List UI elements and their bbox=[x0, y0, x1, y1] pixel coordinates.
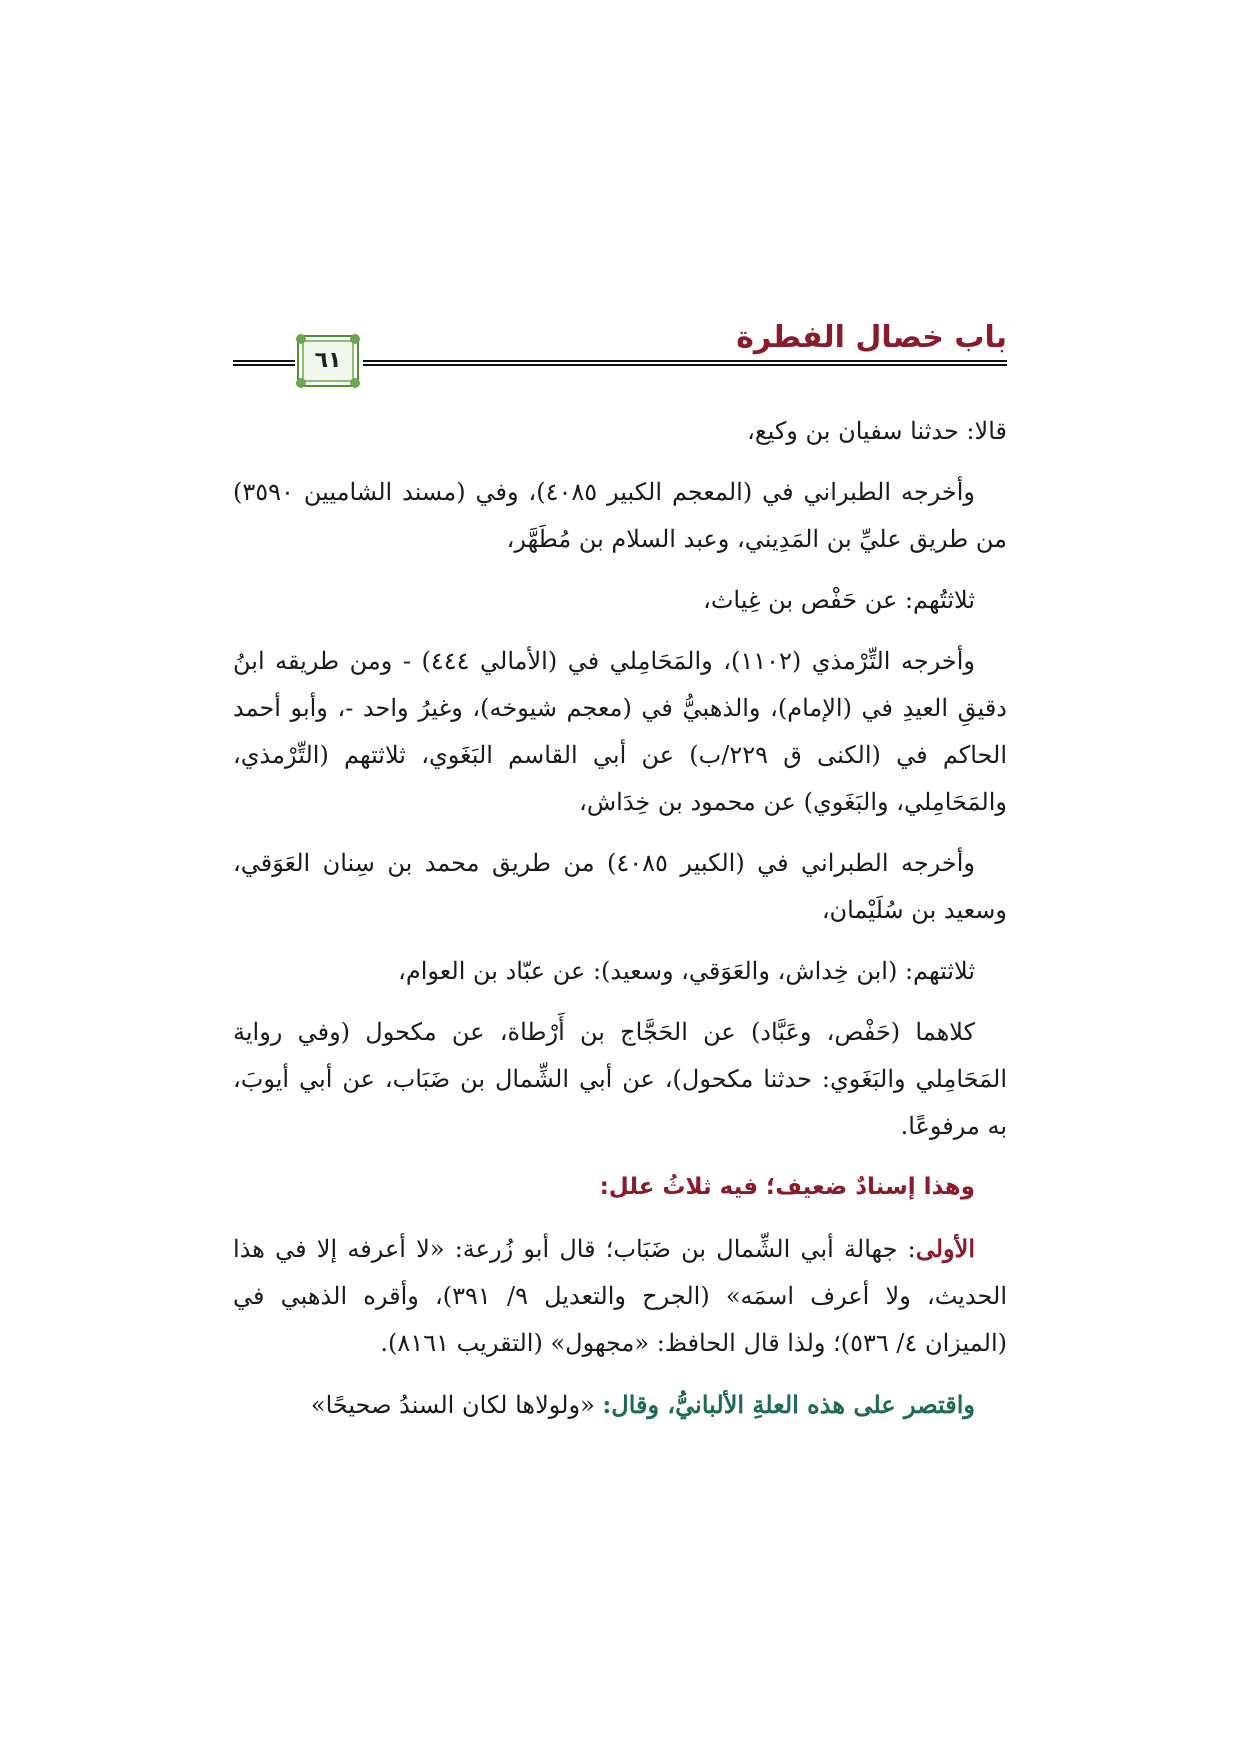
header-rule-left bbox=[233, 360, 295, 366]
paragraph-6: ثلاثتهم: (ابن خِداش، والعَوَقي، وسعيد): عن عبّاد بن العوام، bbox=[398, 957, 975, 985]
page-header bbox=[233, 310, 1007, 390]
paragraph-8-text: : جهالة أبي الشِّمال بن ضَبَاب؛ قال أبو زُرعة: «لا أعرفه إلا في هذا الحديث، ولا أعرف اسمَه» (الجرح والتعديل ٩/ ٣٩١)، وأقره الذهبي في (الميزان ٤/ ٥٣٦)؛ ولذا قال الحافظ: «مجهول» (التقريب ٨١٦١). bbox=[233, 1235, 1008, 1357]
chapter-title: باب خصال الفطرة bbox=[736, 320, 1007, 355]
paragraph-2: وأخرجه الطبراني في (المعجم الكبير ٤٠٨٥)، وفي (مسند الشاميين ٣٥٩٠) من طريق عليِّ بن المَدِيني، وعبد السلام بن مُطَهَّر، bbox=[233, 478, 1007, 553]
header-rule-right bbox=[363, 360, 1007, 366]
paragraph-5: وأخرجه الطبراني في (الكبير ٤٠٨٥) من طريق محمد بن سِنان العَوَقي، وسعيد بن سُلَيْمان، bbox=[233, 849, 1007, 924]
paragraph-1: قالا: حدثنا سفيان بن وكيع، bbox=[747, 417, 1007, 445]
page-number-badge bbox=[297, 335, 359, 387]
ornament-corner-icon bbox=[296, 334, 306, 344]
paragraph-4: وأخرجه التِّرْمذي (١١٠٢)، والمَحَامِلي في (الأمالي ٤٤٤) - ومن طريقه ابنُ دقيقِ العيدِ في (الإمام)، والذهبيُّ في (معجم شيوخه)، وغيرُ واحد -، وأبو أحمد الحاكم في (الكنى ق ٢٢٩/ب) عن أبي القاسم البَغَوي، ثلاثتهم (التِّرْمذي، والمَحَامِلي، والبَغَوي) عن محمود بن خِدَاش، bbox=[233, 647, 1008, 816]
page-body bbox=[233, 408, 1007, 1443]
page-number: ٦١ bbox=[314, 348, 342, 373]
ornament-corner-icon bbox=[350, 334, 360, 344]
paragraph-9-lead: واقتصر على هذه العلةِ الألبانيُّ، وقال: bbox=[602, 1390, 975, 1419]
ornament-corner-icon bbox=[350, 378, 360, 388]
paragraph-8-lead: الأولى bbox=[915, 1234, 975, 1263]
section-heading: وهذا إسنادٌ ضعيف؛ فيه ثلاثُ علل: bbox=[599, 1174, 975, 1200]
paragraph-7: كلاهما (حَفْص، وعَبَّاد) عن الحَجَّاج بن أَرْطاة، عن مكحول (وفي رواية المَحَامِلي والبَغَوي: حدثنا مكحول)، عن أبي الشِّمال بن ضَبَاب، عن أبي أيوبَ، به مرفوعًا. bbox=[233, 1018, 1007, 1140]
ornament-corner-icon bbox=[296, 378, 306, 388]
paragraph-9 bbox=[233, 1381, 1007, 1429]
paragraph-3: ثلاثتُهم: عن حَفْص بن غِياث، bbox=[703, 586, 975, 614]
paragraph-8 bbox=[233, 1225, 1007, 1367]
paragraph-9-text: «ولولاها لكان السندُ صحيحًا» bbox=[310, 1391, 603, 1419]
